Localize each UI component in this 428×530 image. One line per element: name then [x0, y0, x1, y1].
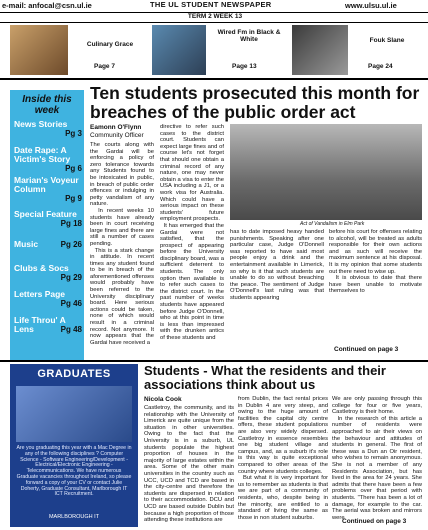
second-author: Nicola Cook [144, 396, 182, 403]
sidebar-item-label: Life Throu' A Lens [14, 315, 66, 334]
promo-fouk-slane[interactable] [292, 25, 422, 75]
divider [0, 360, 428, 362]
sidebar-item-label: Date Rape: A Victim's Story [14, 145, 71, 164]
sidebar-item-page: Pg 46 [60, 299, 82, 308]
lead-headline: Ten students prosecuted this month for breaches of the public order act [90, 83, 420, 122]
lead-paragraph: It has emerged that the Gardai were not satisfied, that the prospect of appearing before the University disciplinary board, was a sufficient deterrent to students. The only option then available is to refer such cases to the district court. In the past number of weeks students have appeared before Judge O'Donnell, who at this point in time is less than impressed with the drunken antics of these students and [160, 222, 224, 341]
sidebar-item-clubs[interactable] [14, 264, 82, 282]
lead-paragraph: directive to refer such cases to the district court. Students can expect large fines and of course let's not forget that should one obtain a criminal record of any nature, one may never obtain a visa to enter the USA including a J1, or a work visa for Australia. Which could have a serious impact on these students' future employment prospects. [160, 124, 224, 223]
continued-link[interactable]: Continued on page 3 [334, 346, 399, 353]
second-paragraph: Castletroy, the community, and its relationship with the University of Limerick are quite unique from the situation in other universities. Owing to the fact that the University is in a suburb, UL students populate the highest proportion of houses in the majority of large estates within the area. Some of the other main universities in the country such as UCC, UCD and TCD are based in the city-centre and therefore the students are dispersed in relation to their accommodation. DCU and UCD are based outside Dublin but because a high proportion of those attending these institutions are [144, 405, 234, 524]
lead-paragraph: The courts along with the Gardai will be enforcing a policy of zero tolerance towards any Students found to be intoxicated in public, in breach of public order offences or indulging in petty vandalism of any nature. [90, 142, 154, 208]
second-paragraph: We are only passing through this college for four or five years, Castletroy is their home. [332, 396, 422, 416]
graduates-ad[interactable] [10, 364, 138, 527]
lead-paragraph: before his court for offenses relating to alcohol, will be treated as adults responsible for their own actions and as such will receive the maximum sentence at his disposal. It is my opinion that some students out there need to wise up. [329, 229, 422, 275]
promo-title: Culinary Grace [86, 41, 134, 48]
continued-link[interactable]: Continued on page 3 [342, 518, 407, 525]
promo-title: Wired Fm in Black & White [217, 29, 281, 43]
sidebar-item-page: Pg 29 [60, 273, 82, 282]
sidebar-item-label: Clubs & Socs [14, 263, 69, 273]
photo-caption: Act of Vandalism in Elm Park [300, 221, 365, 227]
second-column-1 [144, 405, 234, 524]
lead-byline [90, 124, 144, 139]
inside-this-week-sidebar [10, 90, 84, 360]
sidebar-item-news[interactable] [14, 120, 82, 138]
sidebar-item-label: Special Feature [14, 209, 77, 219]
divider [0, 22, 428, 23]
vandalism-photo [230, 124, 422, 220]
lead-column-1 [90, 142, 154, 346]
second-column-3 [332, 396, 422, 521]
sidebar-item-page: Pg 3 [65, 129, 82, 138]
ad-text: Are you graduating this year with a Mac Degree in any of the following disciplines ? Computer Science - Software Engineering/Development - Electrical/Electronic Engineering - Telecommunications. We have numerous Graduate vacancies throughout Ireland, so please forward a copy of your CV or contact Julie Doherty, Graduate Consultant, Marlborough IT ICT Recruitment. [16, 445, 132, 498]
sidebar-item-music[interactable] [14, 240, 82, 249]
masthead-title: THE UL STUDENT NEWSPAPER [150, 0, 272, 9]
promo-page: Page 7 [94, 63, 115, 70]
sidebar-item-page: Pg 18 [60, 219, 82, 228]
issue-term: TERM 2 WEEK 13 [187, 13, 243, 20]
divider [0, 78, 428, 80]
sidebar-item-special-feature[interactable] [14, 210, 82, 228]
lead-column-2 [160, 124, 224, 342]
second-paragraph: from Dublin, the fact rental prices in Dublin 4 are very steep, and owing to the huge amount of facilities the capital city centre offers, these student populations are also very widely dispersed. Castletroy in essence resembles one big student village and campus, and, as a suburb it's role is this way is quite exceptional compared to other areas of the country where students colleges. [238, 396, 328, 475]
lead-column-4 [329, 229, 422, 295]
lead-paragraph: It is obvious to date that there have been unable to motivate themselves to [329, 275, 422, 295]
lead-paragraph: has to date imposed heavy handed punishments. Speaking after one particular case, Judge O'Donnell was reported to have said most people enjoy a drink and the entertainment available in Limerick, so why is it that such students are unable to do so without breaching the peace. The sentiment of Judge O'Donnell's last ruling was that students appearing [230, 229, 324, 301]
lead-paragraph: This is a stark change in attitude. In recent times any student found to be in breach of the aforementioned offenses would probably have been referred to the University disciplinary board. Here serious actions could be taken, none of which would result in a criminal record. Not anymore. It now appears that the Gardai have received a [90, 247, 154, 346]
sidebar-item-page: Pg 48 [60, 325, 82, 334]
sidebar-item-letters[interactable] [14, 290, 82, 308]
sidebar-title: Inside this week [22, 94, 72, 116]
sidebar-item-label: Marian's Voyeur Column [14, 175, 79, 194]
ad-title: GRADUATES [37, 368, 111, 380]
sidebar-item-date-rape[interactable] [14, 146, 82, 173]
promo-title: Fouk Slane [369, 37, 405, 44]
sidebar-item-life-lens[interactable] [14, 316, 82, 334]
promo-photo [10, 25, 68, 75]
second-paragraph: In the research of this article a number of residents were approached to air their views on the behaviour and attitudes of students in general. The first of these was a Dun an Oir resident, who wishes to remain anonymous. She is not a member of any Residents Association, but has lived in the area for 24 years. She admits that there have been a few problems over that period with students. "There has been a lot of damage, for example to the car. The aerial was broken and mirrors were [332, 415, 422, 521]
promo-wired-fm[interactable] [152, 25, 288, 75]
promo-photo [152, 25, 206, 75]
website-link[interactable]: www.ulsu.ul.ie [345, 1, 397, 10]
promo-page: Page 24 [368, 63, 393, 70]
sidebar-item-label: Letters Page [14, 289, 66, 299]
ad-photo [16, 386, 132, 442]
second-headline: Students - What the residents and their associations think about us [144, 363, 386, 392]
byline-name: Eamonn O'Flynn [90, 124, 142, 131]
sidebar-item-voyeur[interactable] [14, 176, 82, 203]
sidebar-item-label: Music [14, 239, 39, 249]
second-paragraph: But what it is very important for us to remember as students is that we are part of a community of residents, who, despite being in the minority, are entitled to a standard of living the same as those in non student suburbs. [238, 475, 328, 521]
sidebar-item-page: Pg 26 [60, 240, 82, 249]
promo-culinary[interactable] [10, 25, 148, 75]
lead-column-3 [230, 229, 324, 302]
byline-role: Community Officer [90, 131, 144, 139]
sidebar-item-label: News Stories [14, 119, 68, 129]
promo-photo [292, 25, 348, 75]
promo-page: Page 13 [232, 63, 257, 70]
email-link[interactable]: e-mail: anfocal@csn.ul.ie [2, 1, 92, 10]
sidebar-item-page: Pg 6 [65, 164, 82, 173]
second-column-2 [238, 396, 328, 521]
ad-logo: MARLBOROUGH IT [48, 514, 100, 520]
sidebar-item-page: Pg 9 [65, 194, 82, 203]
lead-paragraph: In recent weeks 10 students have already been in court receiving large fines and there are still a number of cases pending. [90, 207, 154, 247]
